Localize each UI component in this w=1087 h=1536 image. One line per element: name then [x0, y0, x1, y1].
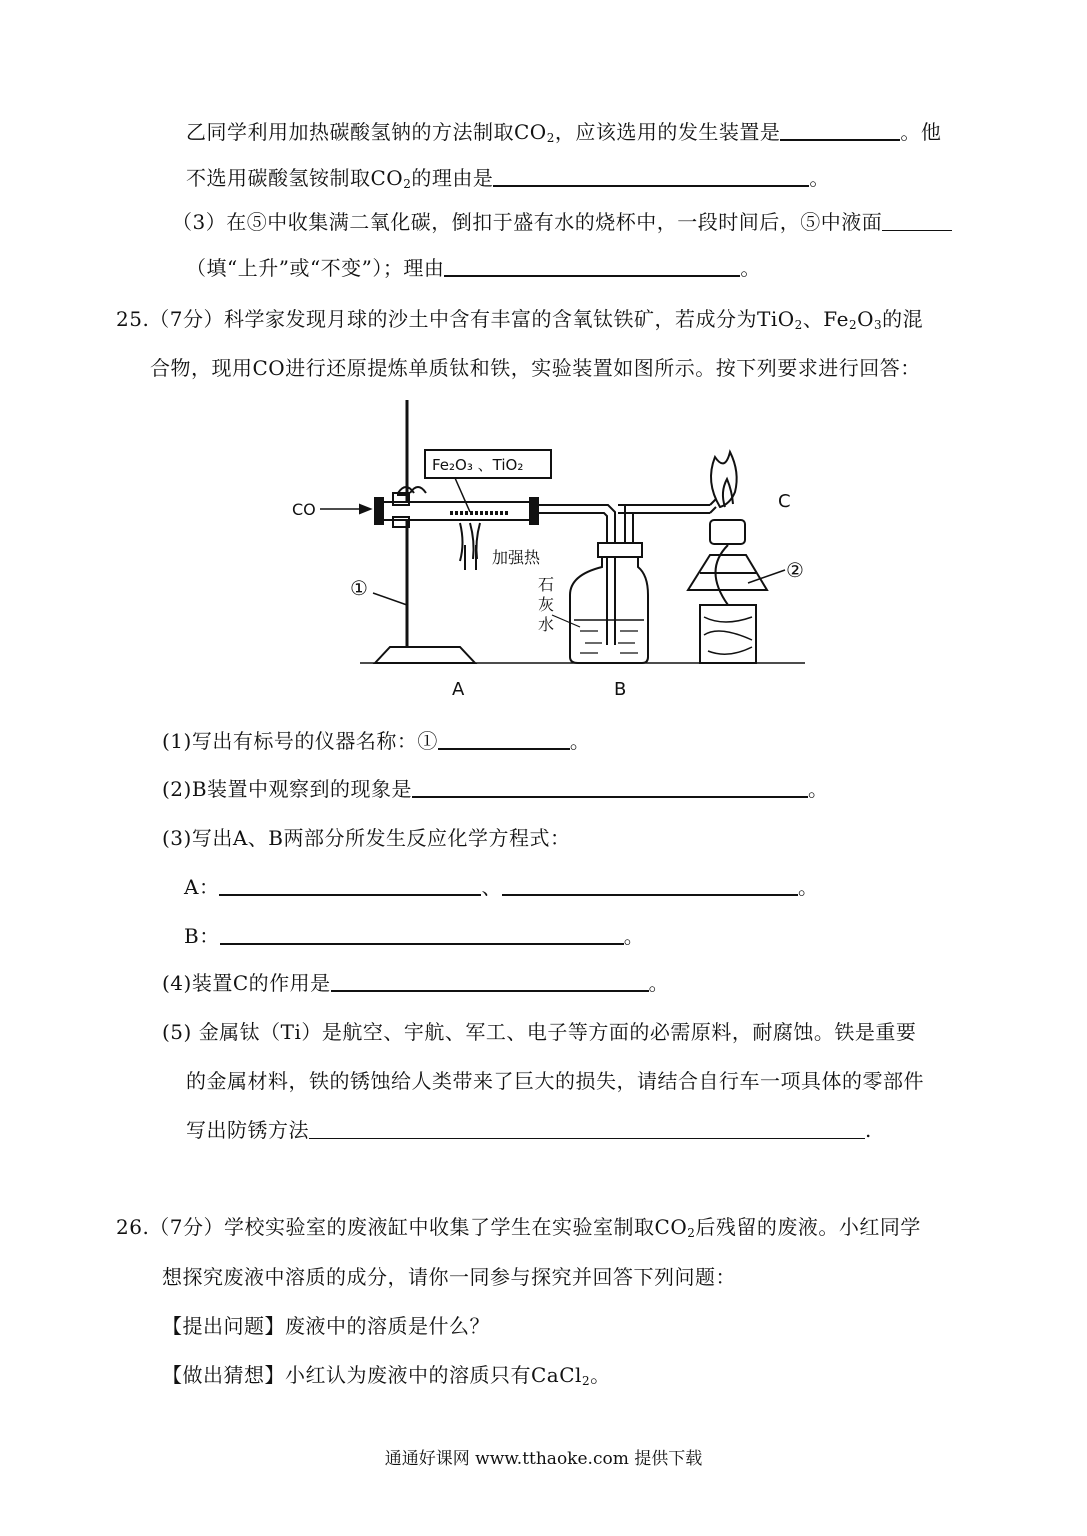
q26-line-1: 26.（7分）学校实验室的废液缸中收集了学生在实验室制取$CO_2$后残留的废液。小红同学: [116, 1215, 921, 1240]
co-label: CO: [292, 500, 316, 519]
reagent-label: Fe₂O₃ 、TiO₂: [432, 456, 524, 474]
q25-part-5-line-1: (5) 金属钛（Ti）是航空、宇航、军工、电子等方面的必需原料，耐腐蚀。铁是重要: [162, 1020, 917, 1044]
q25-line-2: 合物，现用CO进行还原提炼单质钛和铁，实验装置如图所示。按下列要求进行回答：: [150, 356, 921, 380]
lime-label-2: 灰: [538, 595, 555, 614]
lime-label-3: 水: [538, 615, 555, 634]
answer-blank[interactable]: [220, 923, 624, 945]
answer-blank[interactable]: [309, 1118, 865, 1139]
answer-blank[interactable]: [502, 874, 798, 896]
q24-line-1: 乙同学利用加热碳酸氢钠的方法制取$CO_2$，应该选用的发生装置是 。他: [186, 120, 942, 145]
q25-part-2: (2)B装置中观察到的现象是 。: [162, 777, 829, 801]
q24-line-4: （填“上升”或“不变”）；理由 。: [186, 256, 761, 280]
q25-part-4: (4)装置C的作用是 。: [162, 971, 670, 995]
answer-blank[interactable]: [444, 255, 740, 277]
q26-line-3: 【提出问题】废液中的溶质是什么？: [162, 1314, 490, 1338]
answer-blank[interactable]: [780, 119, 900, 141]
q24-line-3: （3）在⑤中收集满二氧化碳，倒扣于盛有水的烧杯中，一段时间后，⑤中液面: [172, 208, 952, 236]
page-footer: 通通好课网 www.tthaoke.com 提供下载: [384, 1449, 703, 1469]
label-a: A: [452, 679, 465, 700]
q25-part-3-b: B： 。: [184, 924, 645, 948]
label-c: C: [778, 491, 791, 512]
answer-blank[interactable]: [331, 970, 649, 992]
q25-part-5-line-2: 的金属材料，铁的锈蚀给人类带来了巨大的损失，请结合自行车一项具体的零部件: [186, 1069, 924, 1093]
heat-label: 加强热: [492, 548, 541, 567]
q25-part-3-a: A： 、 。: [184, 875, 819, 899]
answer-blank[interactable]: [438, 728, 570, 750]
mark-1: ①: [350, 576, 368, 600]
q25-part-5-line-3: 写出防锈方法 .: [186, 1118, 872, 1142]
q26-line-2: 想探究废液中溶质的成分，请你一同参与探究并回答下列问题：: [162, 1265, 736, 1289]
mark-2: ②: [786, 558, 804, 582]
lime-label-1: 石: [538, 575, 555, 594]
apparatus-figure: [280, 395, 820, 705]
answer-blank[interactable]: [219, 874, 481, 896]
answer-blank[interactable]: [412, 776, 808, 798]
q25-line-1: 25.（7分）科学家发现月球的沙土中含有丰富的含氧钛铁矿，若成分为TiO$_2$、$Fe_2O_3$的混: [116, 307, 924, 332]
label-b: B: [614, 679, 627, 700]
q26-line-4: 【做出猜想】小红认为废液中的溶质只有CaCl$_2$。: [162, 1363, 611, 1388]
answer-blank[interactable]: [493, 165, 809, 187]
q24-line-2: 不选用碳酸氢铵制取$CO_2$的理由是 。: [186, 166, 830, 191]
q25-part-3: (3)写出A、B两部分所发生反应化学方程式：: [162, 826, 571, 850]
q25-part-1: (1)写出有标号的仪器名称：① 。: [162, 729, 591, 753]
answer-blank[interactable]: [882, 210, 952, 231]
